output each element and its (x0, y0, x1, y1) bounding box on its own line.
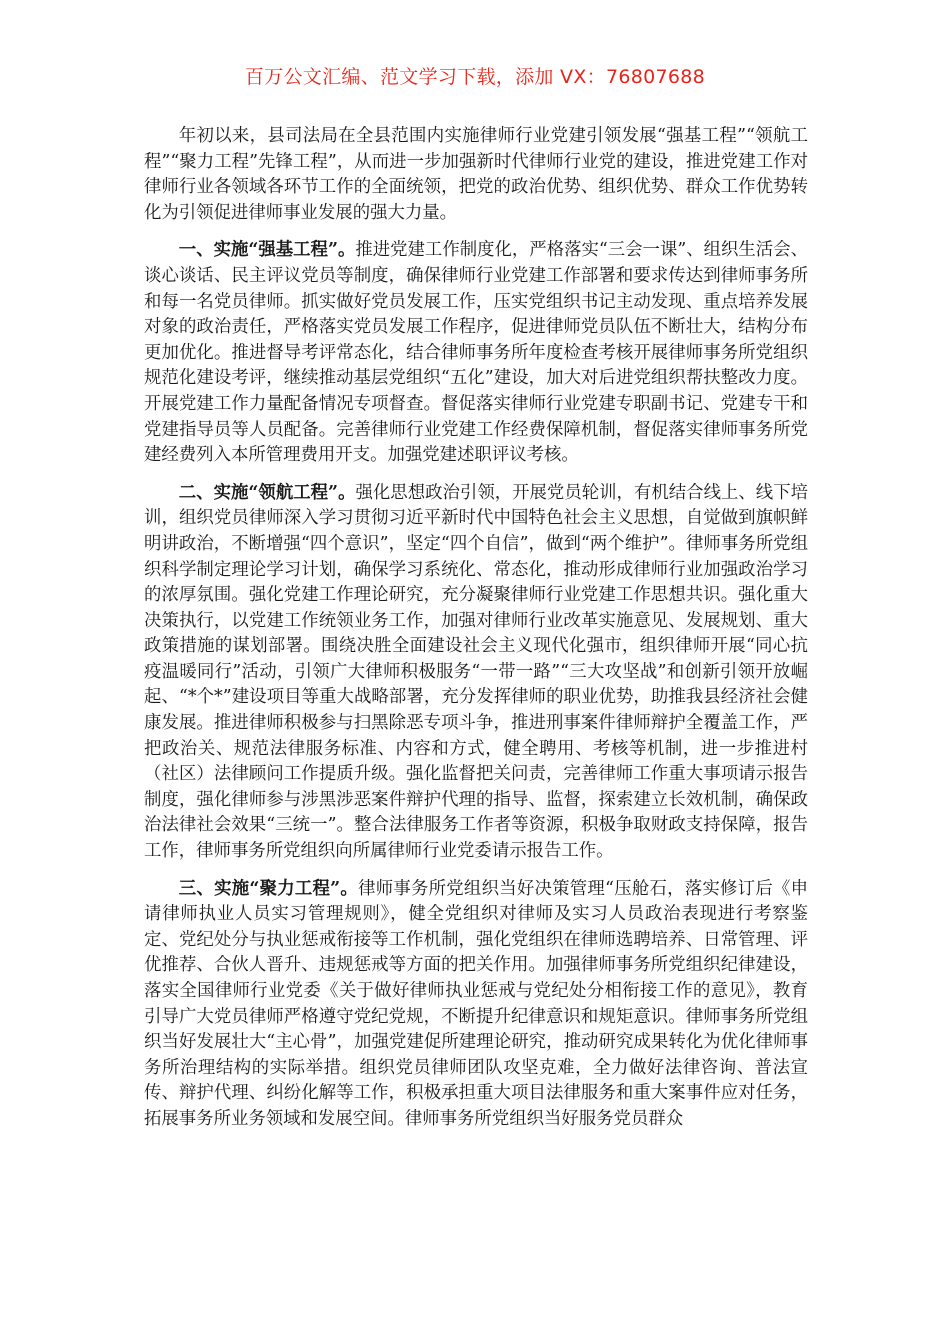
section-heading: 一、实施“强基工程”。 (178, 240, 356, 261)
section-paragraph (144, 877, 808, 1133)
section-body: 强化思想政治引领，开展党员轮训，有机结合线上、线下培训，组织党员律师深入学习贯彻习近平新时代中国特色社会主义思想，自觉做到旗帜鲜明讲政治，不断增强“四个意识”，坚定“四个自信”，做到“两个维护”。律师事务所党组织科学制定理论学习计划，确保学习系统化、常态化，推动形成律师行业加强政治学习的浓厚氛围。强化党建工作理论研究，充分凝聚律师行业党建工作思想共识。强化重大决策执行，以党建工作统领业务工作，加强对律师行业改革实施意见、发展规划、重大政策措施的谋划部署。围绕决胜全面建设社会主义现代化强市，组织律师开展“同心抗疫温暖同行”活动，引领广大律师积极服务“一带一路”“三大攻坚战”和创新引领开放崛起、“*个*”建设项目等重大战略部署，充分发挥律师的职业优势，助推我县经济社会健康发展。推进律师积极参与扫黑除恶专项斗争，推进刑事案件律师辩护全覆盖工作，严把政治关、规范法律服务标准、内容和方式，健全聘用、考核等机制，进一步推进村（社区）法律顾问工作提质升级。强化监督把关问责，完善律师工作重大事项请示报告制度，强化律师参与涉黑涉恶案件辩护代理的指导、监督，探索建立长效机制，确保政治法律社会效果“三统一”。整合法律服务工作者等资源，积极争取财政支持保障，报告工作，律师事务所党组织向所属律师行业党委请示报告工作。 (144, 482, 808, 862)
section-body: 律师事务所党组织当好决策管理“压舱石，落实修订后《申请律师执业人员实习管理规则》，健全党组织对律师及实习人员政治表现进行考察鉴定、党纪处分与执业惩戒衔接等工作机制，强化党组织在律师选聘培养、日常管理、评优推荐、合伙人晋升、违规惩戒等方面的把关作用。加强律师事务所党组织纪律建设，落实全国律师行业党委《关于做好律师执业惩戒与党纪处分相衔接工作的意见》，教育引导广大党员律师严格遵守党纪党规，不断提升纪律意识和规矩意识。律师事务所党组织当好发展壮大“主心骨”，加强党建促所建理论研究，推动研究成果转化为优化律师事务所治理结构的实际举措。组织党员律师团队攻坚克难，全力做好法律咨询、普法宣传、辩护代理、纠纷化解等工作，积极承担重大项目法律服务和重大案事件应对任务，拓展事务所业务领域和发展空间。律师事务所党组织当好服务党员群众 (144, 878, 808, 1129)
document-body (144, 124, 808, 1145)
watermark-header: 百万公文汇编、范文学习下载，添加 VX：76807688 (244, 66, 706, 88)
section-heading: 三、实施“聚力工程”。 (178, 878, 359, 899)
section-heading: 二、实施“领航工程”。 (178, 482, 356, 503)
intro-paragraph: 年初以来，县司法局在全县范围内实施律师行业党建引领发展“强基工程”“领航工程”“聚力工程”先锋工程”，从而进一步加强新时代律师行业党的建设，推进党建工作对律师行业各领域各环节工作的全面统领，把党的政治优势、组织优势、群众工作优势转化为引领促进律师事业发展的强大力量。 (144, 126, 808, 223)
section-body: 推进党建工作制度化，严格落实“三会一课”、组织生活会、谈心谈话、民主评议党员等制度，确保律师行业党建工作部署和要求传达到律师事务所和每一名党员律师。抓实做好党员发展工作，压实党组织书记主动发现、重点培养发展对象的政治责任，严格落实党员发展工作程序，促进律师党员队伍不断壮大，结构分布更加优化。推进督导考评常态化，结合律师事务所年度检查考核开展律师事务所党组织规范化建设考评，继续推动基层党组织“五化”建设，加大对后进党组织帮扶整改力度。开展党建工作力量配备情况专项督查。督促落实律师行业党建专职副书记、党建专干和党建指导员等人员配备。完善律师行业党建工作经费保障机制，督促落实律师事务所党建经费列入本所管理费用开支。加强党建述职评议考核。 (144, 240, 808, 466)
section-paragraph (144, 481, 808, 865)
section-paragraph (144, 238, 808, 468)
